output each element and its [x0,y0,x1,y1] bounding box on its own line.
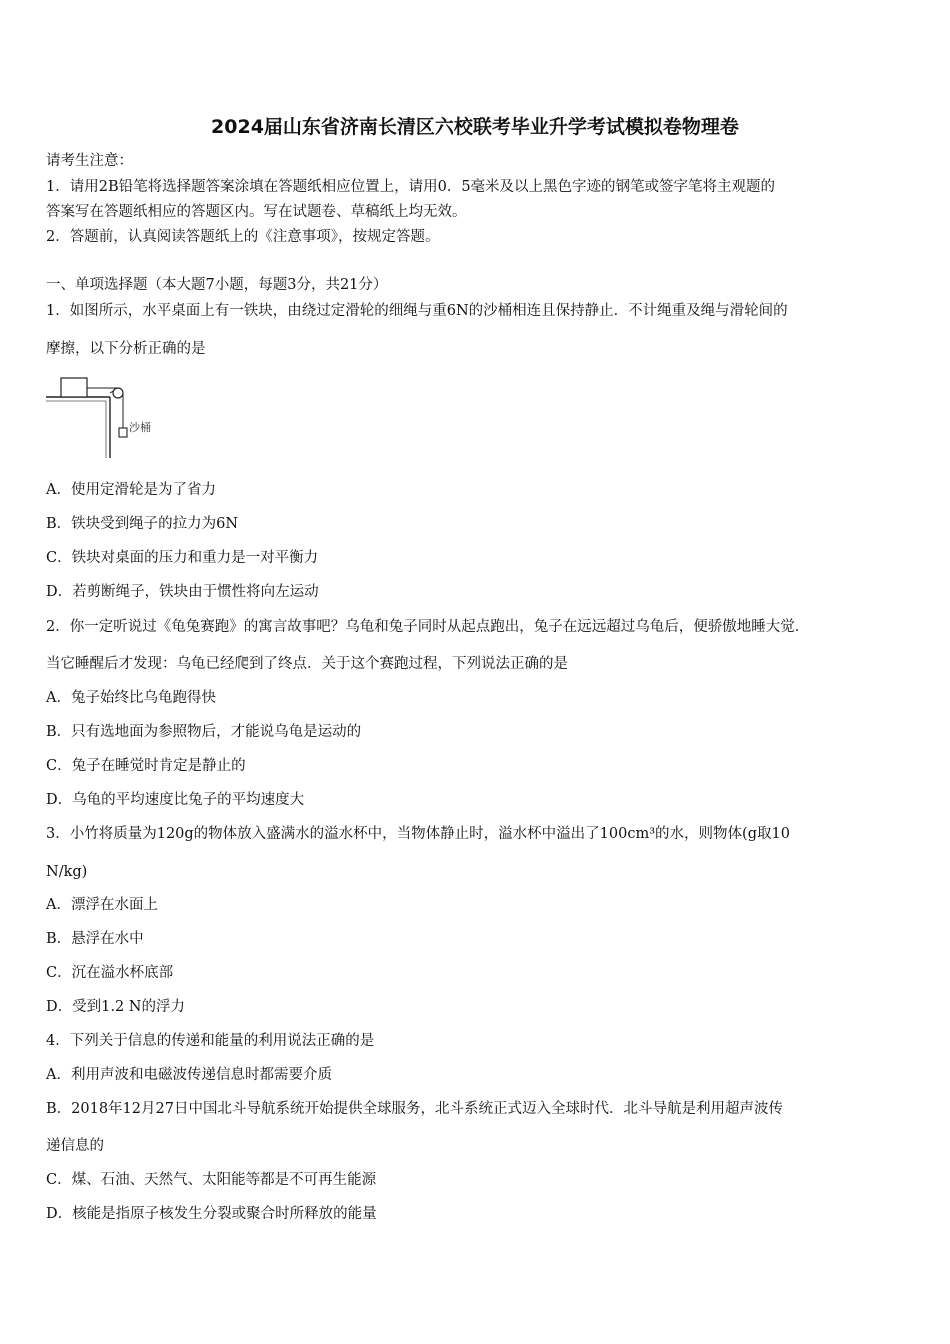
section-heading: 一、单项选择题（本大题7小题，每题3分，共21分） [46,277,388,293]
option-a: A．兔子始终比乌龟跑得快 [46,690,216,706]
pulley-diagram [44,372,164,460]
option-c: C．煤、石油、天然气、太阳能等都是不可再生能源 [46,1172,377,1188]
question-1-stem: 摩擦，以下分析正确的是 [46,341,206,357]
sand-bucket-label: 沙桶 [129,421,151,434]
notice-item: 1．请用2B铅笔将选择题答案涂填在答题纸相应位置上，请用0．5毫米及以上黑色字迹的钢笔或签字笔将主观题的 [46,179,776,195]
option-b: B．只有选地面为参照物后，才能说乌龟是运动的 [46,724,362,740]
option-b: B．悬浮在水中 [46,931,144,947]
question-1-stem: 1．如图所示，水平桌面上有一铁块，由绕过定滑轮的细绳与重6N的沙桶相连且保持静止．不计绳重及绳与滑轮间的 [46,303,788,319]
option-c: C．沉在溢水杯底部 [46,965,174,981]
option-d: D．受到1.2 N的浮力 [46,999,185,1015]
notice-heading: 请考生注意： [46,153,133,169]
iron-block [61,378,87,397]
option-a: A．使用定滑轮是为了省力 [46,482,216,498]
notice-item: 答案写在答题纸相应的答题区内。写在试题卷、草稿纸上均无效。 [46,204,467,220]
option-a: A．漂浮在水面上 [46,897,158,913]
table-surface [46,397,110,458]
question-4-stem: 4．下列关于信息的传递和能量的利用说法正确的是 [46,1033,375,1049]
option-b: B．2018年12月27日中国北斗导航系统开始提供全球服务，北斗系统正式迈入全球时代．北斗导航是利用超声波传 [46,1101,783,1117]
sand-bucket [119,428,127,437]
notice-item: 2．答题前，认真阅读答题纸上的《注意事项》，按规定答题。 [46,229,440,245]
exam-title: 2024届山东省济南长清区六校联考毕业升学考试模拟卷物理卷 [211,116,739,138]
option-c: C．铁块对桌面的压力和重力是一对平衡力 [46,550,319,566]
option-a: A．利用声波和电磁波传递信息时都需要介质 [46,1067,332,1083]
question-2-stem: 当它睡醒后才发现：乌龟已经爬到了终点．关于这个赛跑过程，下列说法正确的是 [46,656,568,672]
question-3-stem: N/kg) [46,864,88,880]
question-2-stem: 2．你一定听说过《龟兔赛跑》的寓言故事吧？乌龟和兔子同时从起点跑出，兔子在远远超过乌龟后，便骄傲地睡大觉． [46,619,810,635]
option-d: D．乌龟的平均速度比兔子的平均速度大 [46,792,305,808]
option-c: C．兔子在睡觉时肯定是静止的 [46,758,246,774]
option-d: D．若剪断绳子，铁块由于惯性将向左运动 [46,584,319,600]
option-b: B．铁块受到绳子的拉力为6N [46,516,239,532]
pulley-wheel [113,388,123,398]
question-3-stem: 3．小竹将质量为120g的物体放入盛满水的溢水杯中，当物体静止时，溢水杯中溢出了100cm³的水，则物体(g取10 [46,826,790,842]
option-b-continued: 递信息的 [46,1138,104,1154]
option-d: D．核能是指原子核发生分裂或聚合时所释放的能量 [46,1206,377,1222]
